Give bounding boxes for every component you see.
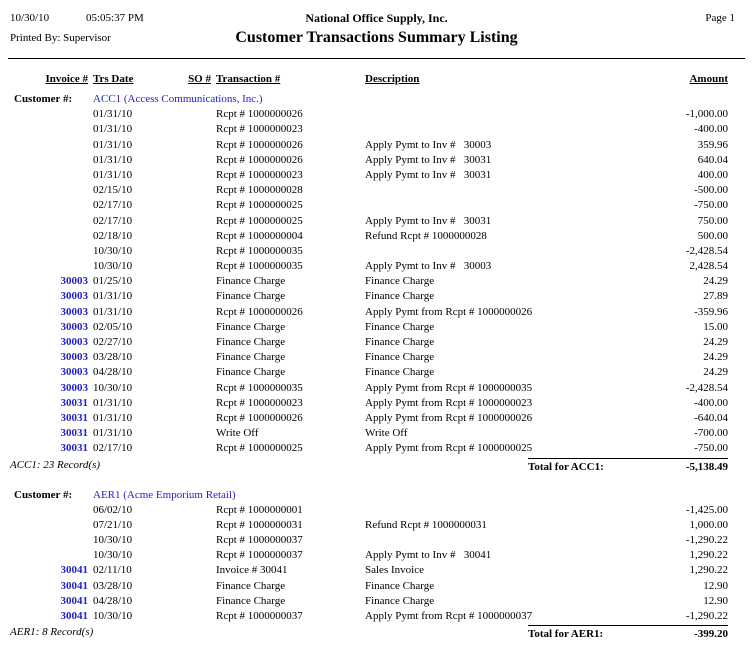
invoice-number-link [10, 138, 88, 153]
total-amount: -5,138.49 [685, 460, 728, 473]
description-cell: Finance Charge [365, 366, 435, 379]
description-cell: Apply Pymt to Inv # 30031 [365, 214, 492, 227]
so-number-cell [160, 563, 211, 578]
so-number-cell [160, 548, 211, 563]
description-cell: Apply Pymt from Rcpt # 1000000025 [365, 442, 533, 455]
transaction-number-cell: Finance Charge [216, 320, 286, 333]
transaction-row [10, 244, 728, 259]
group-rows [10, 503, 728, 625]
transaction-number-cell: Finance Charge [216, 366, 286, 379]
transaction-row [10, 259, 728, 274]
so-number-cell [160, 518, 211, 533]
invoice-number-link[interactable]: 30041 [60, 564, 88, 577]
trs-date-cell: 01/31/10 [93, 290, 133, 303]
customer-number-label: Customer #: [14, 93, 73, 105]
so-number-cell [160, 214, 211, 229]
transaction-row [10, 441, 728, 456]
invoice-number-link [10, 229, 88, 244]
amount-cell: 500.00 [697, 229, 728, 242]
transaction-row [10, 289, 728, 304]
amount-cell: 2,428.54 [689, 260, 728, 273]
transaction-number-cell: Finance Charge [216, 290, 286, 303]
transaction-number-cell: Rcpt # 1000000035 [216, 244, 303, 257]
trs-date-cell: 10/30/10 [93, 549, 133, 562]
trs-date-cell: 02/05/10 [93, 320, 133, 333]
transaction-row [10, 396, 728, 411]
amount-cell: -700.00 [694, 427, 728, 440]
amount-cell: 750.00 [697, 214, 728, 227]
transaction-row [10, 609, 728, 624]
amount-cell: 359.96 [697, 138, 728, 151]
transaction-number-cell: Finance Charge [216, 579, 286, 592]
customer-link[interactable]: AER1 (Acme Emporium Retail) [93, 488, 236, 501]
amount-cell: 24.29 [703, 336, 728, 348]
description-cell: Refund Rcpt # 1000000031 [365, 518, 487, 531]
total-amount: -399.20 [694, 628, 728, 641]
so-number-cell [160, 381, 211, 396]
trs-date-cell: 10/30/10 [93, 244, 133, 257]
invoice-number-link [10, 548, 88, 563]
description-cell: Apply Pymt to Inv # 30041 [365, 549, 492, 562]
record-count: AER1: 8 Record(s) [10, 626, 94, 639]
transaction-number-cell: Rcpt # 1000000004 [216, 229, 303, 242]
invoice-number-link[interactable]: 30003 [60, 366, 88, 379]
amount-cell: 1,000.00 [689, 518, 728, 531]
so-number-cell [160, 229, 211, 244]
description-cell: Refund Rcpt # 1000000028 [365, 229, 487, 242]
description-cell: Apply Pymt to Inv # 30003 [365, 260, 492, 273]
amount-cell: 1,290.22 [689, 564, 728, 577]
transaction-row [10, 579, 728, 594]
transaction-row [10, 503, 728, 518]
trs-date-cell: 01/31/10 [93, 153, 133, 166]
so-number-cell [160, 198, 211, 213]
so-number-cell [160, 320, 211, 335]
description-cell [365, 122, 608, 137]
amount-cell: 12.90 [703, 579, 728, 592]
transaction-number-cell: Rcpt # 1000000026 [216, 108, 303, 121]
transaction-row [10, 274, 728, 289]
page-number: Page 1 [705, 12, 735, 24]
amount-cell: -400.00 [694, 123, 728, 136]
trs-date-cell: 10/30/10 [93, 381, 133, 394]
invoice-number-link[interactable]: 30003 [60, 351, 88, 364]
report-title: Customer Transactions Summary Listing [235, 29, 518, 46]
so-number-cell [160, 305, 211, 320]
transaction-number-cell: Rcpt # 1000000026 [216, 305, 303, 318]
invoice-number-link [10, 153, 88, 168]
transaction-row [10, 533, 728, 548]
trs-date-cell: 02/11/10 [93, 564, 132, 577]
so-number-cell [160, 138, 211, 153]
so-number-cell [160, 168, 211, 183]
transaction-number-cell: Finance Charge [216, 594, 286, 607]
invoice-number-link[interactable]: 30031 [60, 442, 88, 455]
customer-group [10, 488, 728, 643]
transaction-row [10, 305, 728, 320]
description-cell: Apply Pymt from Rcpt # 1000000026 [365, 305, 533, 318]
record-count: ACC1: 23 Record(s) [10, 458, 101, 471]
invoice-number-link[interactable]: 30041 [60, 579, 88, 592]
description-cell: Finance Charge [365, 579, 435, 592]
invoice-number-link [10, 503, 88, 518]
invoice-number-link [10, 183, 88, 198]
so-number-cell [160, 533, 211, 548]
so-number-cell [160, 183, 211, 198]
so-number-cell [160, 122, 211, 137]
trs-date-cell: 01/31/10 [93, 108, 133, 121]
amount-cell: -750.00 [694, 442, 728, 455]
so-number-cell [160, 441, 211, 456]
group-total [528, 458, 728, 475]
description-cell: Apply Pymt to Inv # 30031 [365, 153, 492, 166]
description-cell [365, 533, 608, 548]
transaction-number-cell: Rcpt # 1000000026 [216, 411, 303, 424]
trs-date-cell: 01/31/10 [93, 411, 133, 424]
trs-date-cell: 10/30/10 [93, 610, 133, 622]
trs-date-cell: 02/27/10 [93, 336, 133, 348]
transaction-number-cell: Rcpt # 1000000031 [216, 518, 303, 531]
invoice-number-link [10, 214, 88, 229]
total-label: Total for AER1: [528, 628, 604, 641]
column-header-description: Description [365, 73, 420, 85]
invoice-number-link[interactable]: 30003 [60, 305, 88, 318]
customer-group [10, 92, 728, 475]
transaction-row [10, 411, 728, 426]
transaction-number-cell: Finance Charge [216, 275, 286, 288]
trs-date-cell: 10/30/10 [93, 534, 133, 547]
description-cell: Finance Charge [365, 290, 435, 303]
report-header [10, 10, 743, 56]
trs-date-cell: 01/31/10 [93, 138, 133, 151]
invoice-number-link[interactable]: 30031 [60, 427, 88, 440]
description-cell: Apply Pymt from Rcpt # 1000000023 [365, 396, 533, 409]
trs-date-cell: 02/17/10 [93, 214, 133, 227]
invoice-number-link[interactable]: 30003 [60, 275, 88, 288]
print-time: 05:05:37 PM [86, 12, 144, 24]
trs-date-cell: 06/02/10 [93, 503, 133, 516]
transaction-number-cell: Rcpt # 1000000025 [216, 214, 303, 227]
description-cell: Finance Charge [365, 320, 435, 333]
description-cell: Finance Charge [365, 275, 435, 288]
so-number-cell [160, 609, 211, 624]
transaction-row [10, 320, 728, 335]
group-rows [10, 107, 728, 456]
transaction-number-cell: Rcpt # 1000000035 [216, 381, 303, 394]
group-total-row [10, 625, 728, 642]
column-header-transaction: Transaction # [216, 73, 281, 85]
transaction-number-cell: Rcpt # 1000000037 [216, 534, 303, 547]
amount-cell: -400.00 [694, 396, 728, 409]
description-cell: Apply Pymt to Inv # 30031 [365, 168, 492, 181]
description-cell [365, 183, 608, 198]
invoice-number-link [10, 533, 88, 548]
description-cell: Finance Charge [365, 336, 435, 348]
invoice-number-link[interactable]: 30003 [60, 381, 88, 394]
invoice-number-link [10, 198, 88, 213]
amount-cell: 24.29 [703, 351, 728, 364]
trs-date-cell: 07/21/10 [93, 518, 133, 531]
trs-date-cell: 01/31/10 [93, 305, 133, 318]
invoice-number-link[interactable]: 30041 [60, 610, 88, 622]
so-number-cell [160, 594, 211, 609]
transaction-number-cell: Rcpt # 1000000023 [216, 123, 303, 136]
trs-date-cell: 02/18/10 [93, 229, 133, 242]
column-header-so: SO # [188, 73, 211, 85]
transaction-row [10, 335, 728, 350]
trs-date-cell: 01/31/10 [93, 123, 133, 136]
trs-date-cell: 04/28/10 [93, 366, 133, 379]
amount-cell: -1,290.22 [685, 610, 728, 622]
description-cell: Apply Pymt from Rcpt # 1000000026 [365, 411, 533, 424]
invoice-number-link [10, 122, 88, 137]
amount-cell: 24.29 [703, 366, 728, 379]
transaction-row [10, 548, 728, 563]
invoice-number-link [10, 259, 88, 274]
transaction-row [10, 198, 728, 213]
transaction-row [10, 563, 728, 578]
transaction-row [10, 138, 728, 153]
transaction-number-cell: Rcpt # 1000000037 [216, 610, 303, 622]
amount-cell: 400.00 [697, 168, 728, 181]
transaction-number-cell: Finance Charge [216, 351, 286, 364]
description-cell: Apply Pymt from Rcpt # 1000000035 [365, 381, 533, 394]
amount-cell: 15.00 [703, 320, 728, 333]
amount-cell: -2,428.54 [685, 244, 728, 257]
trs-date-cell: 01/25/10 [93, 275, 133, 288]
amount-cell: -640.04 [694, 411, 728, 424]
invoice-number-link[interactable]: 30003 [60, 336, 88, 348]
description-cell [365, 107, 608, 122]
description-cell: Apply Pymt from Rcpt # 1000000037 [365, 610, 533, 622]
description-cell [365, 503, 608, 518]
amount-cell: 640.04 [697, 153, 728, 166]
invoice-number-link[interactable]: 30003 [60, 320, 88, 333]
column-header-trs-date: Trs Date [93, 73, 134, 85]
transaction-number-cell: Finance Charge [216, 336, 286, 348]
transaction-number-cell: Write Off [216, 427, 259, 440]
amount-cell: -1,290.22 [685, 534, 728, 547]
transaction-number-cell: Rcpt # 1000000028 [216, 184, 303, 197]
trs-date-cell: 03/28/10 [93, 579, 133, 592]
customer-header-row [10, 488, 728, 503]
amount-cell: -750.00 [694, 199, 728, 212]
header-divider [8, 58, 745, 59]
so-number-cell [160, 579, 211, 594]
amount-cell: -500.00 [694, 184, 728, 197]
amount-cell: -1,425.00 [685, 503, 728, 516]
amount-cell: 27.89 [703, 290, 728, 303]
groups [10, 92, 728, 642]
invoice-number-link [10, 168, 88, 183]
so-number-cell [160, 365, 211, 380]
report-body [10, 72, 728, 653]
amount-cell: 12.90 [703, 594, 728, 607]
description-cell: Finance Charge [365, 594, 435, 607]
transaction-number-cell: Rcpt # 1000000025 [216, 199, 303, 212]
trs-date-cell: 03/28/10 [93, 351, 133, 364]
company-name: National Office Supply, Inc. [305, 11, 448, 25]
group-total-row [10, 458, 728, 475]
invoice-number-link[interactable]: 30041 [60, 594, 88, 607]
print-date: 10/30/10 [10, 12, 50, 24]
so-number-cell [160, 153, 211, 168]
amount-cell: -1,000.00 [685, 108, 728, 121]
transaction-row [10, 229, 728, 244]
so-number-cell [160, 107, 211, 122]
transaction-row [10, 122, 728, 137]
group-total [528, 625, 728, 642]
trs-date-cell: 02/15/10 [93, 184, 133, 197]
transaction-number-cell: Rcpt # 1000000023 [216, 168, 303, 181]
transaction-number-cell: Rcpt # 1000000025 [216, 442, 303, 455]
trs-date-cell: 01/31/10 [93, 396, 133, 409]
trs-date-cell: 01/31/10 [93, 168, 133, 181]
printed-by: Printed By: Supervisor [10, 32, 111, 44]
trs-date-cell: 02/17/10 [93, 199, 133, 212]
amount-cell: -2,428.54 [685, 381, 728, 394]
transaction-number-cell: Rcpt # 1000000026 [216, 138, 303, 151]
transaction-row [10, 183, 728, 198]
transaction-row [10, 365, 728, 380]
transaction-row [10, 426, 728, 441]
transaction-row [10, 594, 728, 609]
trs-date-cell: 04/28/10 [93, 594, 133, 607]
so-number-cell [160, 244, 211, 259]
invoice-number-link[interactable]: 30031 [60, 396, 88, 409]
description-cell: Finance Charge [365, 351, 435, 364]
description-cell: Sales Invoice [365, 564, 424, 577]
amount-cell: -359.96 [694, 305, 728, 318]
amount-cell: 24.29 [703, 275, 728, 288]
column-headers [10, 72, 728, 90]
customer-number-label: Customer #: [14, 488, 73, 501]
invoice-number-link [10, 518, 88, 533]
so-number-cell [160, 396, 211, 411]
so-number-cell [160, 350, 211, 365]
so-number-cell [160, 411, 211, 426]
total-label: Total for ACC1: [528, 460, 604, 473]
column-header-invoice: Invoice # [45, 73, 88, 85]
so-number-cell [160, 289, 211, 304]
so-number-cell [160, 503, 211, 518]
transaction-number-cell: Rcpt # 1000000023 [216, 396, 303, 409]
trs-date-cell: 01/31/10 [93, 427, 133, 440]
trs-date-cell: 10/30/10 [93, 260, 133, 273]
trs-date-cell: 02/17/10 [93, 442, 133, 455]
column-header-amount: Amount [689, 73, 728, 85]
transaction-row [10, 107, 728, 122]
transaction-number-cell: Rcpt # 1000000001 [216, 503, 303, 516]
invoice-number-link [10, 244, 88, 259]
invoice-number-link[interactable]: 30003 [60, 290, 88, 303]
customer-link[interactable]: ACC1 (Access Communications, Inc.) [93, 93, 263, 105]
invoice-number-link [10, 107, 88, 122]
invoice-number-link[interactable]: 30031 [60, 411, 88, 424]
so-number-cell [160, 335, 211, 350]
so-number-cell [160, 274, 211, 289]
description-cell [365, 244, 608, 259]
transaction-number-cell: Rcpt # 1000000035 [216, 260, 303, 273]
transaction-number-cell: Rcpt # 1000000026 [216, 153, 303, 166]
transaction-row [10, 350, 728, 365]
description-cell: Write Off [365, 427, 408, 440]
transaction-number-cell: Invoice # 30041 [216, 564, 288, 577]
customer-header-row [10, 92, 728, 107]
transaction-row [10, 518, 728, 533]
so-number-cell [160, 259, 211, 274]
transaction-row [10, 168, 728, 183]
transaction-row [10, 381, 728, 396]
transaction-row [10, 153, 728, 168]
transaction-number-cell: Rcpt # 1000000037 [216, 549, 303, 562]
transaction-row [10, 214, 728, 229]
amount-cell: 1,290.22 [689, 549, 728, 562]
so-number-cell [160, 426, 211, 441]
description-cell: Apply Pymt to Inv # 30003 [365, 138, 492, 151]
description-cell [365, 198, 608, 213]
